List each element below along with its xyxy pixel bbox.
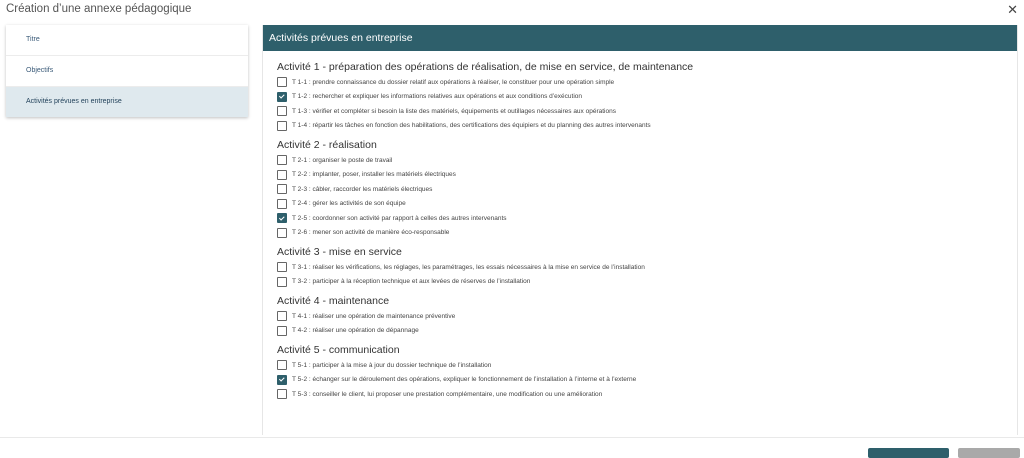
task-row [277, 104, 1017, 119]
task-row [277, 373, 1017, 388]
task-row [277, 226, 1017, 241]
task-label: T 1-4 : répartir les tâches en fonction des habilitations, des certifications des équipiers et du planning des autres intervenants [292, 122, 651, 130]
task-label: T 5-2 : échanger sur le déroulement des opérations, expliquer le fonctionnement de l’installation à l’interne et à l’externe [292, 376, 637, 384]
task-label: T 3-1 : réaliser les vérifications, les réglages, les paramétrages, les essais nécessaires à la mise en service de l’installation [292, 263, 645, 271]
checkbox[interactable] [277, 389, 287, 399]
task-row [277, 90, 1017, 105]
task-row [277, 75, 1017, 90]
checkbox-checked[interactable] [277, 213, 287, 223]
sidebar-item-label: Activités prévues en entreprise [26, 98, 122, 105]
task-label: T 5-3 : conseiller le client, lui proposer une prestation complémentaire, une modification ou une amélioration [292, 390, 603, 398]
primary-button[interactable] [868, 448, 949, 458]
checkbox[interactable] [277, 77, 287, 87]
task-label: T 1-2 : rechercher et expliquer les informations relatives aux opérations et aux conditions d’exécution [292, 93, 583, 101]
activities-panel [262, 25, 1018, 435]
sidebar-item-label: Titre [26, 36, 40, 43]
checkbox[interactable] [277, 170, 287, 180]
task-row [277, 197, 1017, 212]
footer-divider [0, 437, 1024, 438]
task-row [277, 324, 1017, 339]
checkbox[interactable] [277, 184, 287, 194]
task-label: T 2-5 : coordonner son activité par rapport à celles des autres intervenants [292, 214, 507, 222]
task-label: T 2-1 : organiser le poste de travail [292, 156, 393, 164]
task-label: T 4-1 : réaliser une opération de maintenance préventive [292, 312, 456, 320]
task-row [277, 211, 1017, 226]
checkbox[interactable] [277, 228, 287, 238]
section-title: Activité 4 - maintenance [277, 295, 390, 307]
panel-header: Activités prévues en entreprise [263, 25, 1017, 51]
dialog-title: Création d’une annexe pédagogique [6, 3, 192, 15]
task-label: T 2-3 : câbler, raccorder les matériels électriques [292, 185, 433, 193]
task-row [277, 275, 1017, 290]
task-row [277, 387, 1017, 402]
task-label: T 1-3 : vérifier et compléter si besoin la liste des matériels, équipements et outillages nécessaires aux opérations [292, 107, 616, 115]
sidebar-item-label: Objectifs [26, 67, 54, 74]
task-row [277, 182, 1017, 197]
checkbox-checked[interactable] [277, 92, 287, 102]
task-label: T 4-2 : réaliser une opération de dépannage [292, 327, 419, 335]
checkbox[interactable] [277, 106, 287, 116]
task-label: T 2-2 : implanter, poser, installer les matériels électriques [292, 171, 456, 179]
checkbox[interactable] [277, 311, 287, 321]
task-label: T 3-2 : participer à la réception technique et aux levées de réserves de l’installation [292, 278, 531, 286]
checkbox[interactable] [277, 199, 287, 209]
task-row [277, 168, 1017, 183]
sidebar-item-activites[interactable] [6, 87, 248, 117]
task-label: T 1-1 : prendre connaissance du dossier relatif aux opérations à réaliser, le constituer pour une opération simple [292, 78, 615, 86]
task-row [277, 119, 1017, 134]
section-title: Activité 2 - réalisation [277, 139, 377, 151]
checkbox[interactable] [277, 262, 287, 272]
checkbox[interactable] [277, 360, 287, 370]
section-title: Activité 3 - mise en service [277, 246, 402, 258]
secondary-button[interactable] [958, 448, 1020, 458]
task-row [277, 260, 1017, 275]
checkbox[interactable] [277, 121, 287, 131]
panel-body [263, 51, 1017, 402]
sidebar-item-objectifs[interactable] [6, 56, 248, 87]
section-title: Activité 5 - communication [277, 344, 400, 356]
checkbox-checked[interactable] [277, 375, 287, 385]
sidebar-nav [6, 25, 248, 117]
close-icon[interactable]: ✕ [1007, 2, 1018, 17]
task-label: T 5-1 : participer à la mise à jour du dossier technique de l’installation [292, 361, 492, 369]
checkbox[interactable] [277, 155, 287, 165]
section-title: Activité 1 - préparation des opérations de réalisation, de mise en service, de maintenance [277, 61, 694, 73]
task-row [277, 309, 1017, 324]
task-row [277, 153, 1017, 168]
task-label: T 2-4 : gérer les activités de son équipe [292, 200, 406, 208]
sidebar-item-titre[interactable] [6, 25, 248, 56]
task-row [277, 358, 1017, 373]
dialog-titlebar [0, 0, 1024, 20]
checkbox[interactable] [277, 326, 287, 336]
task-label: T 2-6 : mener son activité de manière éco-responsable [292, 229, 450, 237]
checkbox[interactable] [277, 277, 287, 287]
